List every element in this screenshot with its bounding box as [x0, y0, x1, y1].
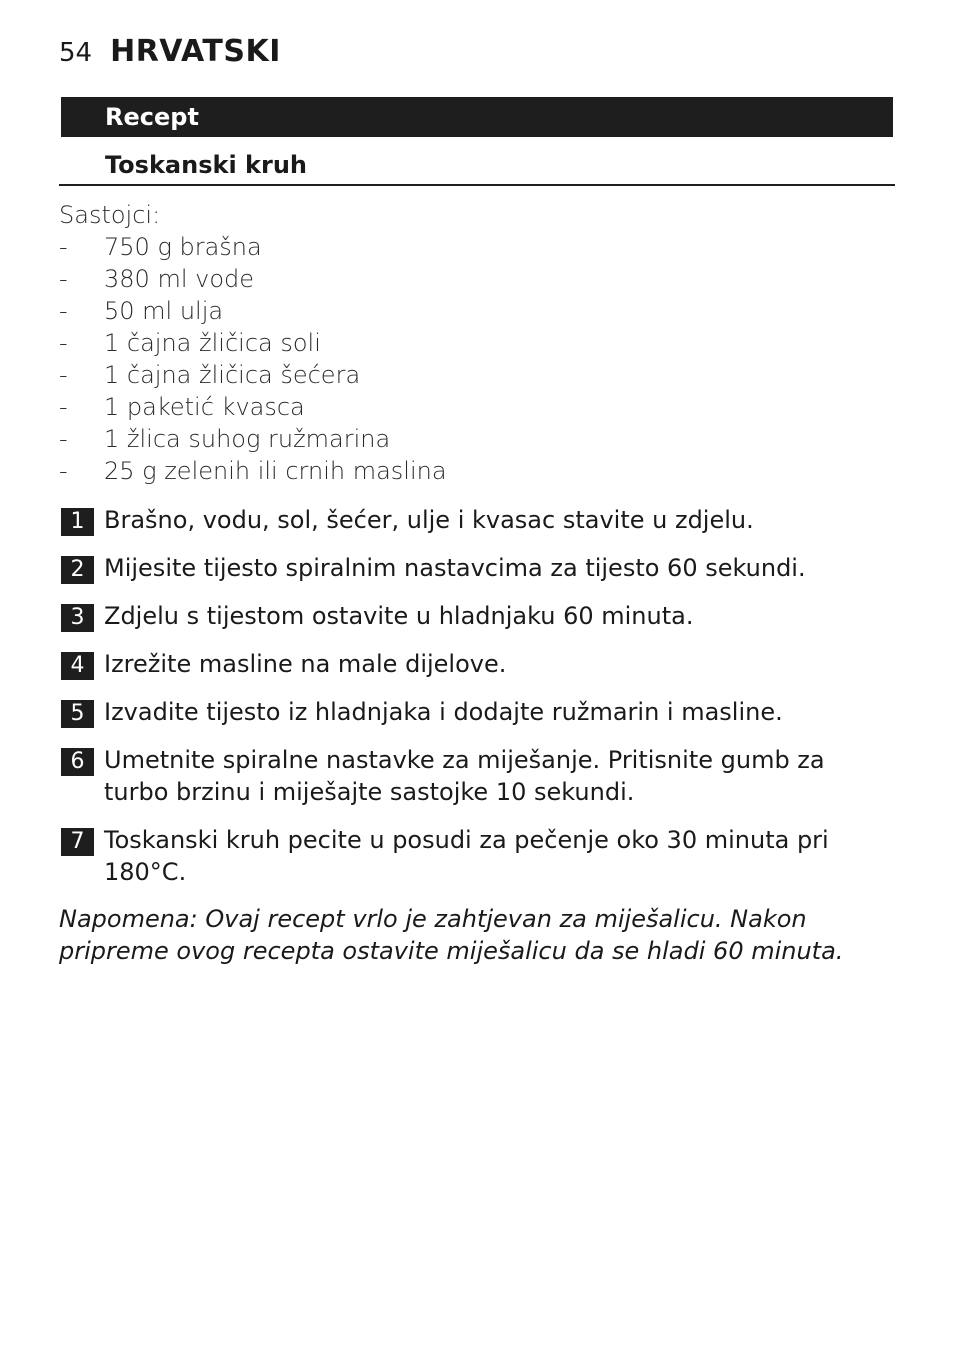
ingredient-item	[59, 423, 895, 455]
section-title: Recept	[105, 103, 199, 131]
ingredient-item	[59, 295, 895, 327]
ingredient-text: 1 čajna žličica šećera	[104, 361, 361, 389]
step-item	[61, 600, 895, 632]
ingredient-text: 1 paketić kvasca	[104, 393, 305, 421]
ingredient-bullet: -	[59, 457, 68, 485]
steps-list	[61, 504, 895, 904]
ingredient-item	[59, 263, 895, 295]
step-item	[61, 744, 895, 808]
step-number-badge: 6	[61, 748, 94, 776]
step-number-badge: 5	[61, 700, 94, 728]
step-item	[61, 552, 895, 584]
note-text: Napomena: Ovaj recept vrlo je zahtjevan za miješalicu. Nakon pripreme ovog recepta ostavite miješalicu da se hladi 60 minuta.	[59, 905, 844, 965]
step-number-badge: 7	[61, 828, 94, 856]
ingredient-item	[59, 455, 895, 487]
ingredient-item	[59, 231, 895, 263]
title-divider	[59, 184, 895, 186]
ingredients-label: Sastojci:	[59, 201, 161, 229]
page-number: 54	[59, 38, 93, 68]
ingredient-text: 50 ml ulja	[104, 297, 224, 325]
step-item	[61, 824, 895, 888]
step-number-badge: 1	[61, 508, 94, 536]
step-text: Brašno, vodu, sol, šećer, ulje i kvasac stavite u zdjelu.	[104, 506, 754, 534]
step-number-badge: 2	[61, 556, 94, 584]
ingredient-text: 25 g zelenih ili crnih maslina	[104, 457, 447, 485]
ingredient-text: 380 ml vode	[104, 265, 254, 293]
step-text: Toskanski kruh pecite u posudi za pečenje oko 30 minuta pri 180°C.	[104, 826, 829, 886]
step-text: Mijesite tijesto spiralnim nastavcima za tijesto 60 sekundi.	[104, 554, 806, 582]
ingredient-text: 1 čajna žličica soli	[104, 329, 321, 357]
section-bar	[61, 97, 893, 137]
recipe-title: Toskanski kruh	[105, 151, 307, 179]
ingredients-list	[59, 199, 895, 487]
step-item	[61, 648, 895, 680]
language-title: HRVATSKI	[110, 34, 281, 69]
ingredient-bullet: -	[59, 297, 68, 325]
step-number-badge: 4	[61, 652, 94, 680]
ingredient-bullet: -	[59, 361, 68, 389]
step-item	[61, 504, 895, 536]
ingredient-bullet: -	[59, 393, 68, 421]
ingredient-bullet: -	[59, 329, 68, 357]
page-header	[59, 34, 281, 74]
step-item	[61, 696, 895, 728]
ingredient-text: 750 g brašna	[104, 233, 262, 261]
ingredient-bullet: -	[59, 425, 68, 453]
step-text: Zdjelu s tijestom ostavite u hladnjaku 60 minuta.	[104, 602, 694, 630]
step-text: Izrežite masline na male dijelove.	[104, 650, 507, 678]
ingredient-text: 1 žlica suhog ružmarina	[104, 425, 391, 453]
step-number-badge: 3	[61, 604, 94, 632]
ingredient-item	[59, 359, 895, 391]
ingredient-item	[59, 391, 895, 423]
ingredient-item	[59, 327, 895, 359]
step-text: Umetnite spiralne nastavke za miješanje. Pritisnite gumb za turbo brzinu i miješajte sastojke 10 sekundi.	[104, 746, 825, 806]
ingredient-bullet: -	[59, 265, 68, 293]
ingredient-bullet: -	[59, 233, 68, 261]
step-text: Izvadite tijesto iz hladnjaka i dodajte ružmarin i masline.	[104, 698, 783, 726]
